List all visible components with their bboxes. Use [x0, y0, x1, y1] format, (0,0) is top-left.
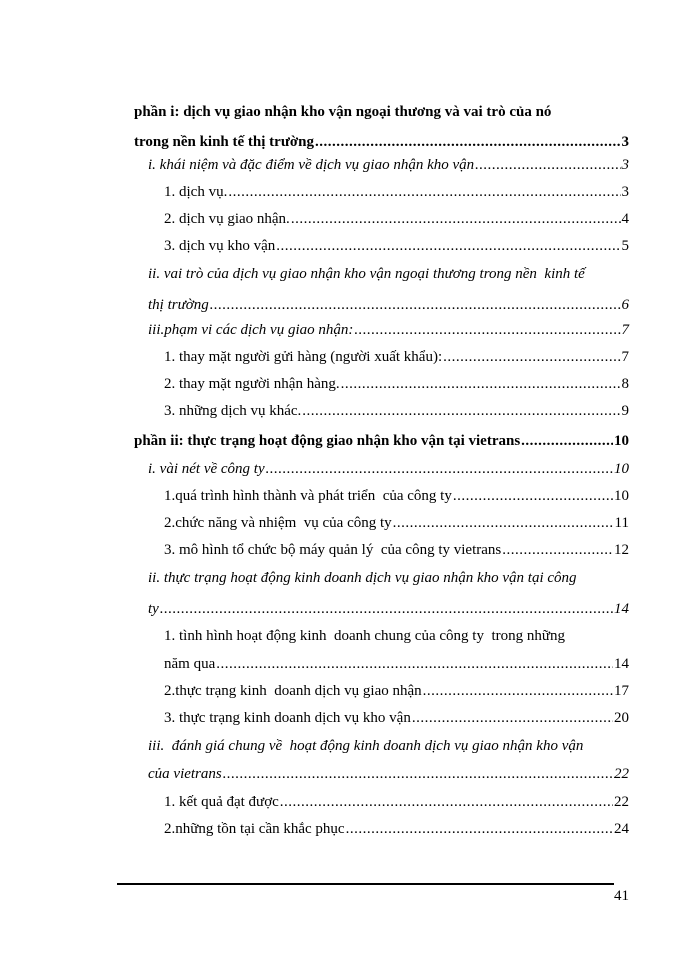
toc-entry: [148, 297, 629, 314]
toc-entry: [164, 211, 629, 228]
toc-entry: [164, 238, 629, 255]
toc-entry-title: 1.quá trình hình thành và phát triển của công ty: [164, 488, 452, 504]
toc-page-number: 7: [621, 322, 629, 338]
toc-page-number: 10: [614, 433, 629, 449]
toc-page-number: 14: [614, 601, 629, 617]
toc-entry-title: i. khái niệm và đặc điểm về dịch vụ giao nhận kho vận: [148, 157, 475, 173]
toc-page-number: 12: [614, 542, 629, 558]
toc-page-number: 22: [614, 766, 629, 782]
dot-leader: [354, 322, 620, 339]
dot-leader: [423, 683, 613, 700]
toc-entry: [164, 376, 629, 393]
toc-entry: [164, 656, 629, 673]
toc-entry-title: của vietrans: [148, 766, 222, 782]
toc-page-number: 22: [614, 794, 629, 810]
toc-entry: [164, 710, 629, 727]
toc-entry-title: 1. kết quả đạt được: [164, 794, 279, 810]
dot-leader: [291, 211, 621, 228]
dot-leader: [266, 461, 613, 478]
toc-page-number: 6: [621, 297, 629, 313]
toc-entry-title: ii. vai trò của dịch vụ giao nhận kho vận ngoại thương trong nền kinh tế: [148, 266, 585, 282]
toc-entry: [134, 433, 629, 450]
toc-entry-title: i. vài nét về công ty: [148, 461, 265, 477]
toc-entry: [134, 134, 629, 151]
toc-page-number: 11: [614, 515, 629, 531]
toc-entry-title: ii. thực trạng hoạt động kinh doanh dịch vụ giao nhận kho vận tại công: [148, 570, 577, 586]
toc-page-number: 17: [614, 683, 629, 699]
dot-leader: [216, 656, 613, 673]
toc-page-number: 8: [621, 376, 629, 392]
toc-page-number: 9: [621, 403, 629, 419]
dot-leader: [210, 297, 621, 314]
toc-entry: [148, 766, 629, 783]
dot-leader: [276, 238, 620, 255]
toc-entry-title: 1. thay mặt người gửi hàng (người xuất khẩu):: [164, 349, 443, 365]
dot-leader: [341, 376, 621, 393]
toc-page-number: 10: [614, 461, 629, 477]
dot-leader: [443, 349, 620, 366]
toc-entry: [164, 515, 629, 532]
toc-entry: [164, 349, 629, 366]
dot-leader: [228, 184, 620, 201]
toc-entry: [148, 461, 629, 478]
dot-leader: [393, 515, 614, 532]
toc-entry-title: 3. những dịch vụ khác.: [164, 403, 302, 419]
dot-leader: [346, 821, 613, 838]
dot-leader: [223, 766, 613, 783]
toc-entry-line: [164, 628, 629, 645]
toc-entry: [148, 601, 629, 618]
toc-entry-title: 2. thay mặt người nhận hàng.: [164, 376, 340, 392]
dot-leader: [160, 601, 613, 618]
toc-entry-title: 3. dịch vụ kho vận: [164, 238, 276, 254]
toc-page-number: 4: [621, 211, 629, 227]
dot-leader: [475, 157, 620, 174]
footer-rule: [117, 883, 614, 885]
dot-leader: [315, 134, 621, 151]
toc-page-number: 3: [621, 184, 629, 200]
toc-entry: [164, 403, 629, 420]
toc-page-number: 3: [621, 134, 629, 150]
toc-page-number: 10: [614, 488, 629, 504]
dot-leader: [302, 403, 620, 420]
toc-entry-title: 3. mô hình tổ chức bộ máy quản lý của công ty vietrans: [164, 542, 502, 558]
toc-entry-line: [134, 104, 629, 121]
toc-entry-line: [148, 266, 629, 283]
toc-entry: [164, 683, 629, 700]
toc-entry-line: [148, 570, 629, 587]
toc-entry-title: 2.những tồn tại cần khắc phục: [164, 821, 345, 837]
toc-entry-title: phần ii: thực trạng hoạt động giao nhận kho vận tại vietrans: [134, 433, 521, 449]
toc-page-number: 20: [614, 710, 629, 726]
toc-entry: [148, 322, 629, 339]
toc-entry-title: 1. tình hình hoạt động kinh doanh chung của công ty trong những: [164, 628, 565, 644]
toc-entry-title: 1. dịch vụ.: [164, 184, 228, 200]
toc-entry: [164, 821, 629, 838]
toc-page-number: 5: [621, 238, 629, 254]
toc-entry-title: 2.chức năng và nhiệm vụ của công ty: [164, 515, 392, 531]
toc-entry: [164, 542, 629, 559]
toc-entry-title: iii.phạm vi các dịch vụ giao nhận:: [148, 322, 354, 338]
toc-page-number: 24: [614, 821, 629, 837]
toc-entry-title: 3. thực trạng kinh doanh dịch vụ kho vận: [164, 710, 411, 726]
dot-leader: [412, 710, 613, 727]
page-number: 41: [614, 888, 629, 904]
dot-leader: [521, 433, 613, 450]
toc-entry: [164, 184, 629, 201]
toc-entry-line: [148, 738, 629, 755]
toc-entry: [148, 157, 629, 174]
toc-entry-title: trong nền kinh tế thị trường: [134, 134, 314, 150]
toc-entry-title: thị trường: [148, 297, 209, 313]
toc-entry-title: iii. đánh giá chung về hoạt động kinh doanh dịch vụ giao nhận kho vận: [148, 738, 584, 754]
toc-page-number: 3: [621, 157, 629, 173]
dot-leader: [453, 488, 613, 505]
dot-leader: [280, 794, 613, 811]
dot-leader: [502, 542, 613, 559]
toc-entry: [164, 488, 629, 505]
toc-entry-title: 2. dịch vụ giao nhận.: [164, 211, 290, 227]
toc-entry-title: năm qua: [164, 656, 216, 672]
toc-entry: [164, 794, 629, 811]
toc-entry-title: phần i: dịch vụ giao nhận kho vận ngoại thương và vai trò của nó: [134, 104, 552, 120]
toc-entry-title: ty: [148, 601, 159, 617]
toc-entry-title: 2.thực trạng kinh doanh dịch vụ giao nhận: [164, 683, 422, 699]
toc-page-number: 14: [614, 656, 629, 672]
toc-page-number: 7: [621, 349, 629, 365]
